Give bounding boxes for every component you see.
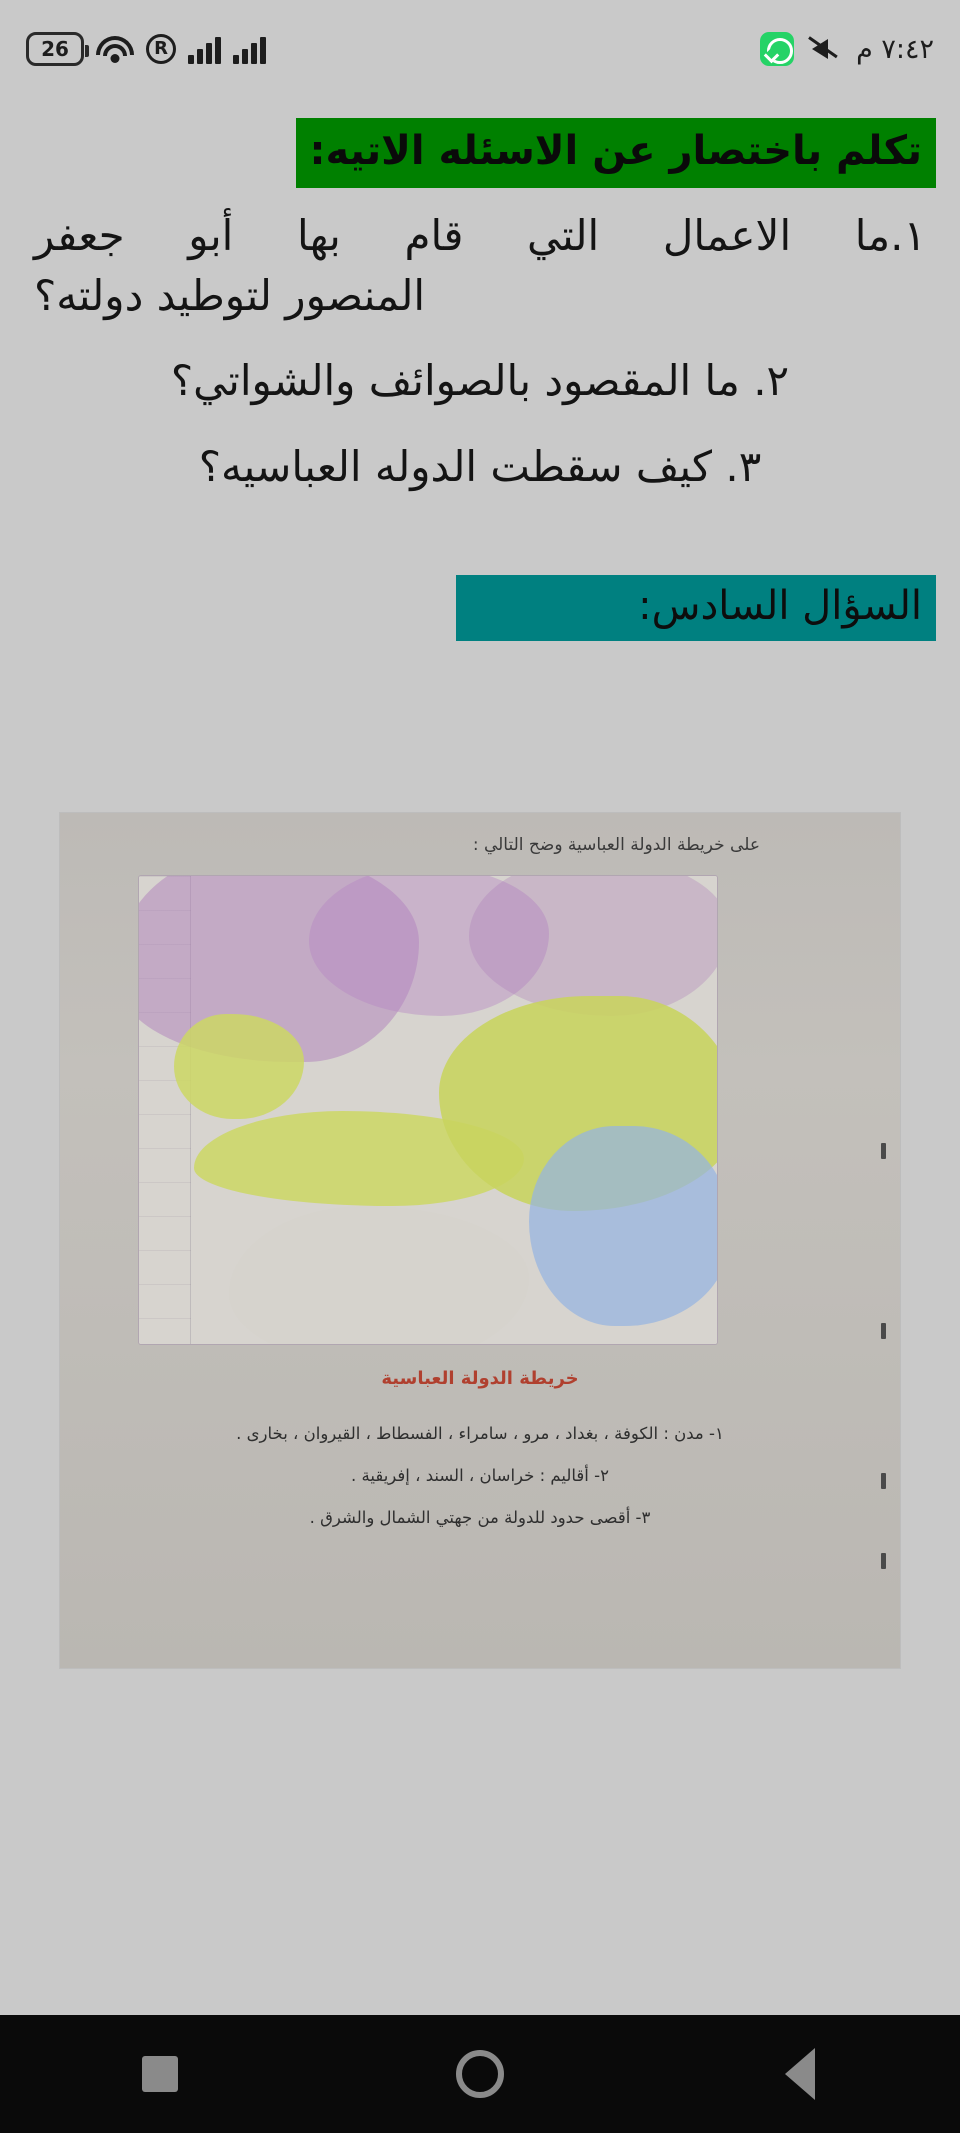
scan-task-item: ٣- أقصى حدود للدولة من جهتي الشمال والشرق . [309,1507,651,1527]
signal-strength-icon-sim1 [188,34,221,64]
scan-task-item: ٢- أقاليم : خراسان ، السند ، إفريقية . [351,1465,609,1485]
circle-icon [456,2050,504,2098]
square-icon [142,2056,178,2092]
roaming-icon: R [146,34,176,64]
question-line: ٢. ما المقصود بالصوائف والشواتي؟ [170,356,790,406]
battery-icon [26,32,84,66]
green-heading: تكلم باختصار عن الاسئله الاتيه: [296,118,937,188]
home-button[interactable] [420,2015,540,2133]
status-bar [0,0,960,98]
status-bar-left [26,32,266,66]
question-line: ٣. كيف سقطت الدوله العباسيه؟ [198,441,762,491]
status-bar-right [760,32,934,66]
scan-top-instruction: على خريطة الدولة العباسية وضح التالي : [472,834,760,855]
scan-edge-mark [881,1473,886,1489]
scan-task-list [60,1413,900,1539]
wifi-icon [96,34,134,64]
teal-heading-wrap [24,575,936,641]
scan-edge-mark [881,1143,886,1159]
abbasid-map [138,875,718,1345]
question-line: ١.ما الاعمال التي قام بها أبو جعفر [34,211,926,260]
scanned-textbook-image[interactable] [60,813,900,1668]
scanned-image-wrap [24,813,936,1668]
map-region-arabia [529,1126,718,1326]
question-line: المنصور لتوطيد دولته؟ [34,270,426,320]
status-bar-clock: ٧:٤٢ م [856,33,934,65]
back-button[interactable] [740,2015,860,2133]
scan-edge-mark [881,1323,886,1339]
recent-apps-button[interactable] [100,2015,220,2133]
battery-percent-label: 26 [41,37,69,61]
scan-task-item: ١- مدن : الكوفة ، بغداد ، مرو ، سامراء ، الفسطاط ، القيروان ، بخارى . [236,1423,724,1443]
teal-heading: السؤال السادس: [456,575,936,641]
mute-icon [808,34,842,64]
triangle-back-icon [785,2048,815,2100]
whatsapp-icon [760,32,794,66]
map-caption: خريطة الدولة العباسية [381,1367,579,1389]
questions-block [24,206,936,497]
document-content [0,98,960,2015]
scan-edge-mark [881,1553,886,1569]
signal-strength-icon-sim2 [233,34,266,64]
android-navigation-bar [0,2015,960,2133]
